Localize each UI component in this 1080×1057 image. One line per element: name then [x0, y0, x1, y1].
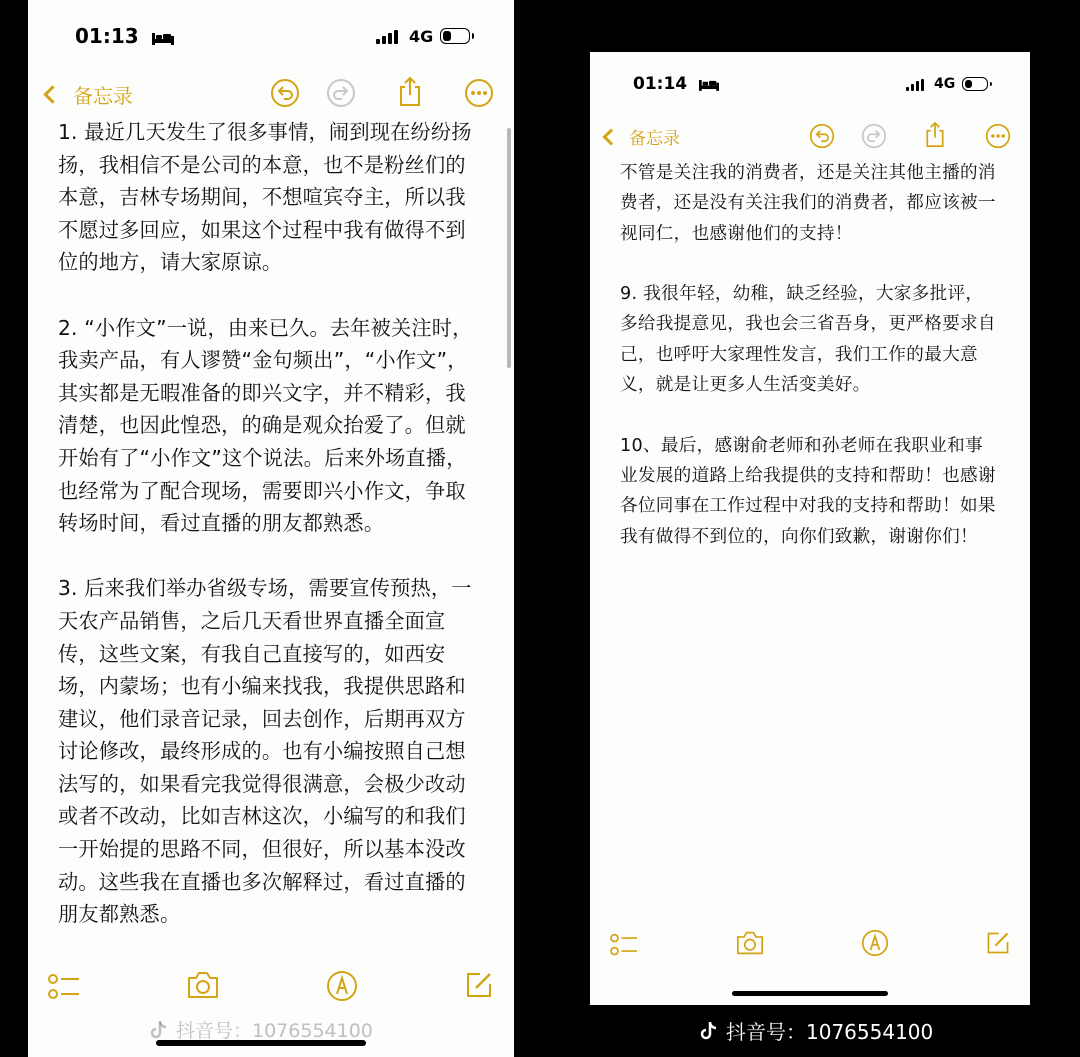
redo-icon[interactable] — [861, 123, 887, 149]
note-body[interactable]: 1. 最近几天发生了很多事情，闹到现在纷纷扬扬，我相信不是公司的本意，也不是粉丝们的本意，吉林专场期间，不想喧宾夺主，所以我不愿过多回应，如果这个过程中我有做得不到位的地方，请大家原谅。 2. “小作文”一说，由来已久。去年被关注时，我卖产品，有人谬赞“金句频出”，“小作文”，其实都是无暇准备的即兴文字，并不精彩，我清楚，也因此惶恐，的确是观众抬爱了。但就开始有了“小作文”这个说法。后来外场直播，也经常为了配合现场，需要即兴小作文，争取转场时间，看过直播的朋友都熟悉。 3. 后来我们举办省级专场，需要宣传预热，一天农产品销售，之后几天看世界直播全面宣传，这些文案，有我自己直接写的，如西安场，内蒙场；也有小编来找我，我提供思路和建议，他们录音记录，回去创作，后期再双方讨论修改，最终形成的。也有小编按照自己想法写的，如果看完我觉得很满意，会极少改动或者不改动，比如吉林这次，小编写的和我们一开始提的思路不同，但很好，所以基本没改动。这些我在直播也多次解释过，看过直播的朋友都熟悉。 — [58, 120, 473, 927]
douyin-logo-icon — [700, 1021, 718, 1041]
share-icon[interactable] — [396, 76, 424, 108]
network-type: 4G — [409, 27, 434, 46]
compose-icon[interactable] — [985, 930, 1011, 956]
back-label: 备忘录 — [73, 84, 133, 108]
markup-icon[interactable] — [861, 929, 889, 957]
undo-icon[interactable] — [809, 123, 835, 149]
share-icon[interactable] — [923, 121, 947, 149]
network-type: 4G — [934, 76, 956, 92]
back-label: 备忘录 — [629, 129, 680, 149]
checklist-icon[interactable] — [610, 932, 638, 958]
more-icon[interactable] — [985, 123, 1011, 149]
scroll-indicator[interactable] — [507, 128, 511, 368]
left-phone-screen — [28, 0, 514, 1057]
battery-icon — [440, 28, 470, 44]
chevron-left-icon — [603, 128, 620, 145]
more-icon[interactable] — [464, 78, 494, 108]
watermark-text: 抖音号：1076554100 — [726, 1020, 934, 1044]
back-button[interactable] — [600, 124, 680, 149]
douyin-watermark-faint — [150, 1016, 373, 1043]
status-time: 01:14 — [633, 74, 719, 94]
signal-icon — [376, 30, 398, 44]
watermark-text: 抖音号：1076554100 — [176, 1020, 373, 1042]
markup-icon[interactable] — [326, 970, 358, 1002]
sleep-focus-icon — [699, 78, 719, 91]
sleep-focus-icon — [152, 31, 174, 45]
checklist-icon[interactable] — [48, 972, 80, 1002]
status-time: 01:13 — [75, 24, 174, 48]
douyin-logo-icon — [150, 1020, 168, 1040]
compose-icon[interactable] — [464, 970, 494, 1000]
undo-icon[interactable] — [270, 78, 300, 108]
home-indicator[interactable] — [732, 991, 888, 996]
redo-icon[interactable] — [326, 78, 356, 108]
camera-icon[interactable] — [186, 970, 220, 1000]
right-phone-screen — [590, 52, 1030, 1005]
battery-icon — [962, 77, 988, 91]
chevron-left-icon — [43, 85, 61, 103]
back-button[interactable] — [40, 80, 133, 109]
note-body[interactable]: 不管是关注我的消费者，还是关注其他主播的消费者，还是没有关注我们的消费者，都应该被一视同仁，也感谢他们的支持！ 9. 我很年轻，幼稚，缺乏经验，大家多批评，多给我提意见，我也会三省吾身，更严格要求自己，也呼吁大家理性发言，我们工作的最大意义，就是让更多人生活变美好。 10、最后，感谢俞老师和孙老师在我职业和事业发展的道路上给我提供的支持和帮助！也感谢各位同事在工作过程中对我的支持和帮助！如果我有做得不到位的，向你们致歉，谢谢你们！ — [620, 163, 996, 547]
signal-icon — [906, 79, 924, 91]
camera-icon[interactable] — [735, 930, 765, 956]
douyin-watermark — [700, 1016, 933, 1045]
